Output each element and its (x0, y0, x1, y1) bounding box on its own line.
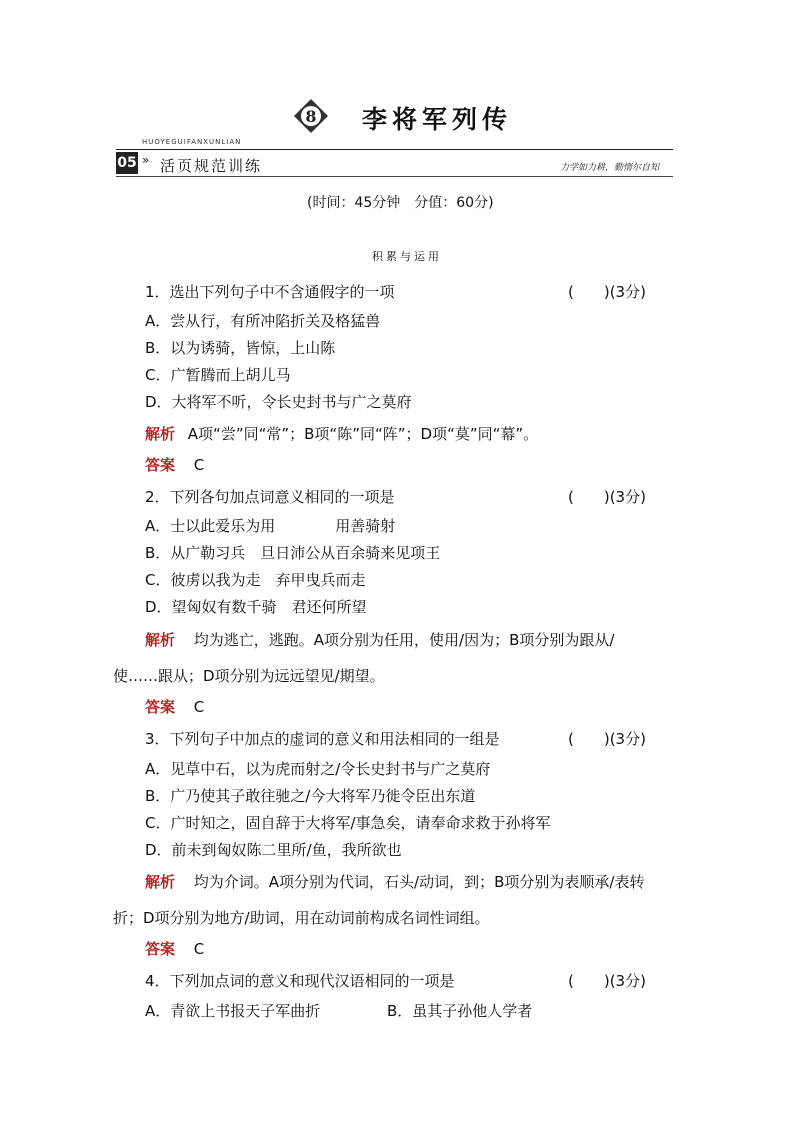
question-2-option-c: C．彼虏以我为走 弃甲曳兵而走 (145, 571, 366, 589)
series-title: 活页规范训练 (160, 157, 263, 175)
analysis-label: 解析 (145, 873, 176, 891)
question-2-score: ( )(3分) (568, 488, 646, 506)
question-2-stem: 2．下列各句加点词意义相同的一项是 (145, 488, 395, 506)
question-1-stem: 1．选出下列句子中不含通假字的一项 (145, 283, 395, 301)
question-2-option-b: B．从广勒习兵 旦日沛公从百余骑来见项王 (145, 544, 441, 562)
question-4-option-a: A．青欲上书报天子军曲折 (145, 1002, 321, 1020)
question-3-option-c: C．广时知之，固自辞于大将军/事急矣，请奉命求救于孙将军 (145, 814, 551, 832)
question-1-score: ( )(3分) (568, 283, 646, 301)
question-2-analysis-line2: 使……跟从；D项分别为远远望见/期望。 (113, 667, 385, 685)
question-2-analysis (145, 630, 614, 650)
question-3-option-b: B．广乃使其子敢往驰之/今大将军乃徙令臣出东道 (145, 787, 476, 805)
question-2-answer (145, 697, 204, 717)
question-2-answer-value: C (193, 698, 205, 716)
question-1-analysis (145, 424, 538, 444)
answer-label: 答案 (145, 940, 176, 958)
answer-label: 答案 (145, 698, 176, 716)
question-4-option-b: B．虽其子孙他人学者 (387, 1002, 533, 1020)
answer-label: 答案 (145, 456, 176, 474)
question-3-analysis (145, 872, 644, 892)
chapter-seal-icon (293, 98, 329, 134)
question-1-option-a: A．尝从行，有所冲陷折关及格猛兽 (145, 312, 381, 330)
chapter-number: 8 (305, 107, 317, 126)
analysis-label: 解析 (145, 631, 176, 649)
question-1-option-b: B．以为诱骑，皆惊，上山陈 (145, 339, 336, 357)
series-code-badge: 05 (116, 152, 138, 174)
question-3-stem: 3．下列句子中加点的虚词的意义和用法相同的一组是 (145, 730, 500, 748)
header-top-rule (116, 149, 673, 150)
question-2-analysis-line1: 均为逃亡，逃跑。A项分别为任用，使用/因为；B项分别为跟从/ (193, 631, 615, 649)
question-3-option-a: A．见草中石，以为虎而射之/令长史封书与广之莫府 (145, 760, 491, 778)
question-3-analysis-line2: 折；D项分别为地方/助词，用在动词前构成名词性词组。 (113, 909, 490, 927)
question-1-answer-value: C (193, 456, 205, 474)
question-2-option-a: A．士以此爱乐为用 用善骑射 (145, 517, 396, 535)
series-pinyin: HUOYEGUIFANXUNLIAN (142, 138, 242, 146)
question-3-option-d: D．前未到匈奴陈二里所/鱼，我所欲也 (145, 841, 402, 859)
section-title: 积累与运用 (372, 250, 442, 263)
question-4-score: ( )(3分) (568, 972, 646, 990)
lesson-title: 李将军列传 (362, 105, 513, 134)
header-bottom-rule (116, 176, 673, 177)
time-score: (时间：45分钟 分值：60分) (307, 195, 494, 211)
question-3-answer-value: C (193, 940, 205, 958)
question-3-analysis-line1: 均为介词。A项分别为代词，石头/动词，到；B项分别为表顺承/表转 (193, 873, 645, 891)
question-3-answer (145, 939, 204, 959)
question-3-score: ( )(3分) (568, 730, 646, 748)
question-1-option-c: C．广暂腾而上胡儿马 (145, 366, 291, 384)
question-2-option-d: D．望匈奴有数千骑 君还何所望 (145, 598, 367, 616)
analysis-label: 解析 (145, 425, 176, 443)
question-1-analysis-text: A项“尝”同“常”；B项“陈”同“阵”；D项“莫”同“幕”。 (187, 425, 539, 443)
question-1-option-d: D．大将军不听，令长史封书与广之莫府 (145, 393, 412, 411)
chevron-right-icon: » (142, 153, 150, 167)
question-4-stem: 4．下列加点词的意义和现代汉语相同的一项是 (145, 972, 455, 990)
motto: 力学如力耕，勤惰尔自知 (560, 163, 660, 173)
question-1-answer (145, 455, 204, 475)
